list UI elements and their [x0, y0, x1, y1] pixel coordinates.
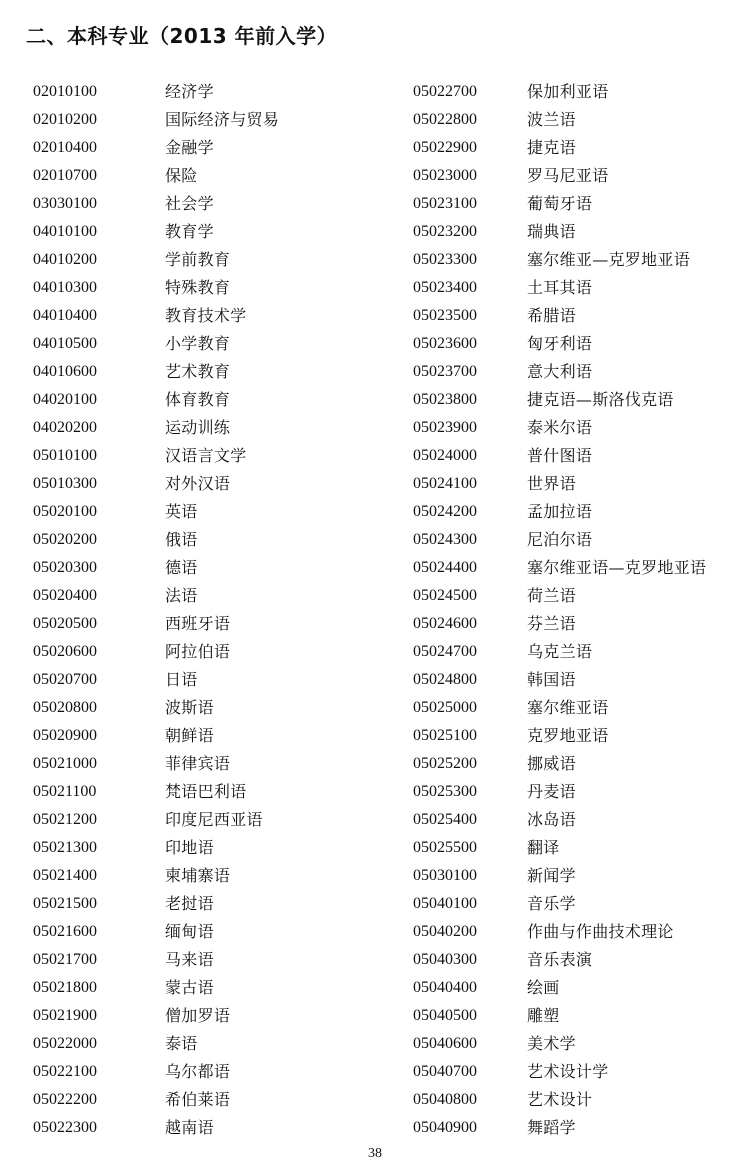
major-code: 05021900 — [33, 1007, 97, 1024]
major-row — [33, 106, 279, 134]
major-row — [33, 1114, 279, 1142]
major-code: 05025500 — [413, 839, 477, 856]
major-code: 05020200 — [33, 531, 97, 548]
major-name: 金融学 — [165, 138, 214, 157]
major-code: 05023600 — [413, 335, 477, 352]
major-name: 捷克语 — [527, 138, 576, 157]
major-row — [413, 554, 706, 582]
major-name: 西班牙语 — [165, 614, 231, 633]
major-code: 05025400 — [413, 811, 477, 828]
major-row — [413, 106, 706, 134]
major-row — [33, 78, 279, 106]
major-row — [33, 302, 279, 330]
major-row — [413, 190, 706, 218]
major-row — [413, 78, 706, 106]
major-name: 罗马尼亚语 — [527, 166, 609, 185]
major-row — [33, 862, 279, 890]
major-code: 05021300 — [33, 839, 97, 856]
major-row — [33, 610, 279, 638]
major-code: 05023300 — [413, 251, 477, 268]
major-code: 05020700 — [33, 671, 97, 688]
major-code: 05020100 — [33, 503, 97, 520]
major-code: 04010400 — [33, 307, 97, 324]
major-name: 越南语 — [165, 1118, 214, 1137]
major-name: 柬埔寨语 — [165, 866, 231, 885]
major-name: 韩国语 — [527, 670, 576, 689]
major-code: 05022700 — [413, 83, 477, 100]
major-name: 印度尼西亚语 — [165, 810, 263, 829]
major-name: 保加利亚语 — [527, 82, 609, 101]
page-number: 38 — [368, 1146, 382, 1161]
major-row — [413, 862, 706, 890]
major-name: 缅甸语 — [165, 922, 214, 941]
major-row — [413, 1030, 706, 1058]
major-name: 普什图语 — [527, 446, 593, 465]
major-row — [33, 974, 279, 1002]
major-row — [413, 778, 706, 806]
major-name: 芬兰语 — [527, 614, 576, 633]
major-row — [33, 190, 279, 218]
major-row — [413, 694, 706, 722]
major-name: 希伯莱语 — [165, 1090, 231, 1109]
major-name: 汉语言文学 — [165, 446, 247, 465]
major-code: 04020100 — [33, 391, 97, 408]
major-row — [413, 526, 706, 554]
major-code: 03030100 — [33, 195, 97, 212]
major-row — [33, 694, 279, 722]
major-name: 乌尔都语 — [165, 1062, 231, 1081]
major-row — [413, 834, 706, 862]
major-row — [413, 638, 706, 666]
major-row — [33, 134, 279, 162]
major-code: 05020900 — [33, 727, 97, 744]
major-code: 02010400 — [33, 139, 97, 156]
major-name: 学前教育 — [165, 250, 231, 269]
major-name: 特殊教育 — [165, 278, 231, 297]
major-code: 05022300 — [33, 1119, 97, 1136]
major-code: 05022100 — [33, 1063, 97, 1080]
major-list-left — [33, 78, 279, 1142]
major-name: 德语 — [165, 558, 198, 577]
major-code: 05025100 — [413, 727, 477, 744]
major-name: 冰岛语 — [527, 810, 576, 829]
major-row — [33, 386, 279, 414]
major-name: 翻译 — [527, 838, 560, 857]
major-name: 泰米尔语 — [527, 418, 593, 437]
major-name: 保险 — [165, 166, 198, 185]
major-row — [413, 134, 706, 162]
major-code: 05023700 — [413, 363, 477, 380]
major-name: 体育教育 — [165, 390, 231, 409]
major-name: 葡萄牙语 — [527, 194, 593, 213]
major-row — [33, 1030, 279, 1058]
major-row — [413, 498, 706, 526]
major-code: 04010300 — [33, 279, 97, 296]
major-code: 05024100 — [413, 475, 477, 492]
major-row — [33, 1058, 279, 1086]
major-row — [413, 582, 706, 610]
major-code: 05022900 — [413, 139, 477, 156]
major-code: 05020600 — [33, 643, 97, 660]
major-row — [413, 1002, 706, 1030]
major-code: 05023900 — [413, 419, 477, 436]
major-name: 马来语 — [165, 950, 214, 969]
major-name: 小学教育 — [165, 334, 231, 353]
major-code: 05020300 — [33, 559, 97, 576]
major-name: 丹麦语 — [527, 782, 576, 801]
major-code: 05023800 — [413, 391, 477, 408]
major-name: 波兰语 — [527, 110, 576, 129]
major-row — [33, 526, 279, 554]
major-row — [33, 890, 279, 918]
major-row — [413, 806, 706, 834]
major-name: 运动训练 — [165, 418, 231, 437]
major-row — [413, 946, 706, 974]
major-row — [413, 722, 706, 750]
major-row — [33, 834, 279, 862]
major-row — [413, 246, 706, 274]
major-code: 05024200 — [413, 503, 477, 520]
major-row — [413, 1086, 706, 1114]
major-code: 05010100 — [33, 447, 97, 464]
major-row — [33, 162, 279, 190]
major-row — [33, 750, 279, 778]
major-row — [413, 890, 706, 918]
major-row — [413, 274, 706, 302]
major-code: 05023000 — [413, 167, 477, 184]
major-code: 04010100 — [33, 223, 97, 240]
major-name: 塞尔维亚语 — [527, 698, 609, 717]
major-code: 04020200 — [33, 419, 97, 436]
major-code: 05021000 — [33, 755, 97, 772]
major-row — [413, 386, 706, 414]
major-code: 02010700 — [33, 167, 97, 184]
major-code: 05040800 — [413, 1091, 477, 1108]
major-row — [413, 750, 706, 778]
major-code: 05020800 — [33, 699, 97, 716]
major-row — [33, 498, 279, 526]
major-row — [413, 610, 706, 638]
major-code: 05021600 — [33, 923, 97, 940]
major-name: 社会学 — [165, 194, 214, 213]
major-row — [413, 302, 706, 330]
major-name: 艺术设计 — [527, 1090, 593, 1109]
major-code: 05021400 — [33, 867, 97, 884]
major-name: 梵语巴利语 — [165, 782, 247, 801]
major-name: 匈牙利语 — [527, 334, 593, 353]
major-code: 05025200 — [413, 755, 477, 772]
major-name: 美术学 — [527, 1034, 576, 1053]
major-code: 04010200 — [33, 251, 97, 268]
major-name: 新闻学 — [527, 866, 576, 885]
major-row — [33, 554, 279, 582]
major-name: 教育学 — [165, 222, 214, 241]
major-row — [413, 974, 706, 1002]
major-code: 04010600 — [33, 363, 97, 380]
major-row — [33, 442, 279, 470]
major-row — [33, 470, 279, 498]
major-name: 音乐学 — [527, 894, 576, 913]
major-name: 雕塑 — [527, 1006, 560, 1025]
major-code: 05021200 — [33, 811, 97, 828]
major-list-right — [413, 78, 706, 1142]
major-code: 05040600 — [413, 1035, 477, 1052]
major-name: 音乐表演 — [527, 950, 593, 969]
major-row — [33, 806, 279, 834]
major-row — [33, 246, 279, 274]
major-row — [413, 414, 706, 442]
major-name: 瑞典语 — [527, 222, 576, 241]
major-row — [33, 722, 279, 750]
major-row — [33, 218, 279, 246]
major-name: 挪威语 — [527, 754, 576, 773]
major-name: 波斯语 — [165, 698, 214, 717]
major-code: 05021800 — [33, 979, 97, 996]
major-row — [413, 1058, 706, 1086]
major-row — [413, 470, 706, 498]
major-code: 05025000 — [413, 699, 477, 716]
major-name: 僧加罗语 — [165, 1006, 231, 1025]
major-code: 05040500 — [413, 1007, 477, 1024]
major-code: 05024800 — [413, 671, 477, 688]
major-row — [413, 218, 706, 246]
major-row — [33, 582, 279, 610]
major-name: 荷兰语 — [527, 586, 576, 605]
major-code: 05040700 — [413, 1063, 477, 1080]
major-code: 05022200 — [33, 1091, 97, 1108]
major-code: 05021500 — [33, 895, 97, 912]
major-name: 乌克兰语 — [527, 642, 593, 661]
major-name: 教育技术学 — [165, 306, 247, 325]
major-name: 老挝语 — [165, 894, 214, 913]
major-code: 05020400 — [33, 587, 97, 604]
major-code: 05040300 — [413, 951, 477, 968]
major-code: 05023500 — [413, 307, 477, 324]
major-code: 05021100 — [33, 783, 97, 800]
major-code: 05025300 — [413, 783, 477, 800]
major-code: 05010300 — [33, 475, 97, 492]
major-code: 05023400 — [413, 279, 477, 296]
major-row — [33, 1086, 279, 1114]
major-row — [33, 638, 279, 666]
major-name: 世界语 — [527, 474, 576, 493]
major-code: 05040200 — [413, 923, 477, 940]
major-name: 希腊语 — [527, 306, 576, 325]
major-row — [33, 918, 279, 946]
major-code: 05024300 — [413, 531, 477, 548]
major-code: 05024400 — [413, 559, 477, 576]
major-row — [33, 946, 279, 974]
major-name: 艺术教育 — [165, 362, 231, 381]
major-name: 日语 — [165, 670, 198, 689]
major-name: 塞尔维亚语—克罗地亚语 — [527, 558, 707, 577]
major-name: 国际经济与贸易 — [165, 110, 280, 129]
section-heading: 二、本科专业（2013 年前入学） — [26, 24, 338, 48]
major-name: 土耳其语 — [527, 278, 593, 297]
major-code: 05021700 — [33, 951, 97, 968]
major-code: 02010100 — [33, 83, 97, 100]
major-code: 05022000 — [33, 1035, 97, 1052]
major-name: 泰语 — [165, 1034, 198, 1053]
major-name: 菲律宾语 — [165, 754, 231, 773]
major-code: 05024000 — [413, 447, 477, 464]
major-name: 蒙古语 — [165, 978, 214, 997]
major-row — [33, 358, 279, 386]
major-row — [33, 1002, 279, 1030]
major-row — [413, 162, 706, 190]
major-row — [413, 442, 706, 470]
major-name: 阿拉伯语 — [165, 642, 231, 661]
major-name: 朝鲜语 — [165, 726, 214, 745]
major-name: 对外汉语 — [165, 474, 231, 493]
major-name: 捷克语—斯洛伐克语 — [527, 390, 674, 409]
major-name: 尼泊尔语 — [527, 530, 593, 549]
major-row — [33, 778, 279, 806]
major-row — [413, 330, 706, 358]
major-name: 艺术设计学 — [527, 1062, 609, 1081]
major-row — [413, 666, 706, 694]
major-code: 05024700 — [413, 643, 477, 660]
major-code: 05030100 — [413, 867, 477, 884]
major-name: 法语 — [165, 586, 198, 605]
major-name: 经济学 — [165, 82, 214, 101]
major-code: 05024500 — [413, 587, 477, 604]
major-row — [413, 358, 706, 386]
major-row — [413, 1114, 706, 1142]
major-row — [33, 330, 279, 358]
major-code: 05020500 — [33, 615, 97, 632]
major-code: 02010200 — [33, 111, 97, 128]
major-code: 05024600 — [413, 615, 477, 632]
major-row — [33, 274, 279, 302]
major-name: 印地语 — [165, 838, 214, 857]
major-row — [33, 414, 279, 442]
major-name: 意大利语 — [527, 362, 593, 381]
major-row — [33, 666, 279, 694]
major-name: 作曲与作曲技术理论 — [527, 922, 674, 941]
major-code: 05040900 — [413, 1119, 477, 1136]
major-name: 俄语 — [165, 530, 198, 549]
major-code: 05040400 — [413, 979, 477, 996]
major-name: 塞尔维亚—克罗地亚语 — [527, 250, 691, 269]
major-name: 绘画 — [527, 978, 560, 997]
major-code: 05023100 — [413, 195, 477, 212]
major-code: 05022800 — [413, 111, 477, 128]
major-name: 舞蹈学 — [527, 1118, 576, 1137]
major-code: 05023200 — [413, 223, 477, 240]
major-code: 04010500 — [33, 335, 97, 352]
major-name: 英语 — [165, 502, 198, 521]
major-name: 克罗地亚语 — [527, 726, 609, 745]
major-name: 孟加拉语 — [527, 502, 593, 521]
major-row — [413, 918, 706, 946]
major-code: 05040100 — [413, 895, 477, 912]
